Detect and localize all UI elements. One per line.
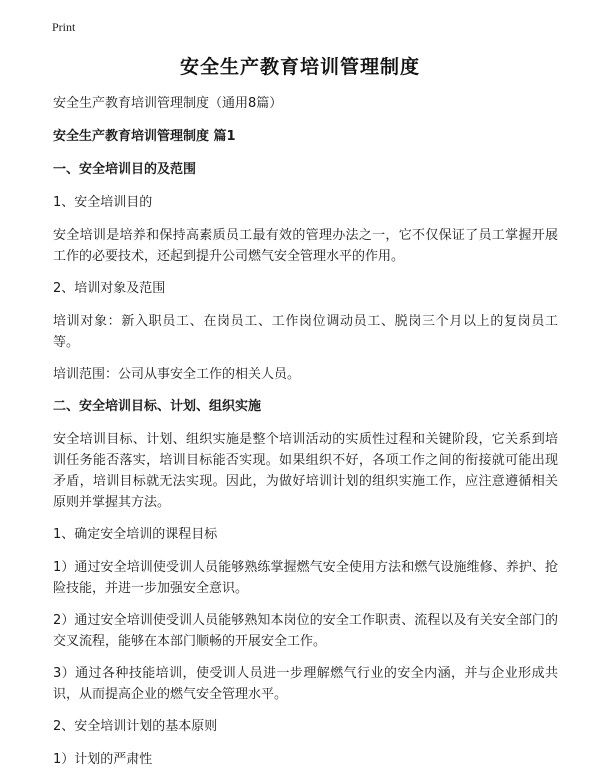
page-title: 安全生产教育培训管理制度 <box>179 56 420 78</box>
document-body <box>53 93 558 782</box>
subheading-5: 1）计划的严肃性 <box>53 752 153 767</box>
heading-1: 一、安全培训目的及范围 <box>53 162 197 177</box>
paragraph-2: 培训对象：新入职员工、在岗员工、工作岗位调动员工、脱岗三个月以上的复岗员工等。 <box>53 314 558 350</box>
subheading-2: 2、培训对象及范围 <box>53 281 166 296</box>
subheading-4: 2、安全培训计划的基本原则 <box>53 719 218 734</box>
subheading-1: 1、安全培训目的 <box>53 195 153 210</box>
subheading-3: 1、确定安全培训的课程目标 <box>53 527 218 542</box>
paragraph-1: 安全培训是培养和保持高素质员工最有效的管理办法之一，它不仅保证了员工掌握开展工作的必要技术，还起到提升公司燃气安全管理水平的作用。 <box>53 228 558 264</box>
paragraph-7: 3）通过各种技能培训，使受训人员进一步理解燃气行业的安全内涵，并与企业形成共识，从而提高企业的燃气安全管理水平。 <box>53 666 558 702</box>
paragraph-5: 1）通过安全培训使受训人员能够熟练掌握燃气安全使用方法和燃气设施维修、养护、抢险技能，并进一步加强安全意识。 <box>53 560 558 596</box>
section-title: 安全生产教育培训管理制度 篇1 <box>53 129 236 144</box>
paragraph-3: 培训范围：公司从事安全工作的相关人员。 <box>53 367 301 382</box>
paragraph-4: 安全培训目标、计划、组织实施是整个培训活动的实质性过程和关键阶段，它关系到培训任务能否落实，培训目标能否实现。如果组织不好，各项工作之间的衔接就可能出现矛盾，培训目标就无法实现。因此，为做好培训计划的组织实施工作，应注意遵循相关原则并掌握其方法。 <box>53 432 558 510</box>
heading-2: 二、安全培训目标、计划、组织实施 <box>53 399 262 414</box>
print-label: Print <box>52 20 76 34</box>
paragraph-6: 2）通过安全培训使受训人员能够熟知本岗位的安全工作职责、流程以及有关安全部门的交叉流程，能够在本部门顺畅的开展安全工作。 <box>53 613 558 649</box>
subtitle: 安全生产教育培训管理制度（通用8篇） <box>53 96 283 111</box>
